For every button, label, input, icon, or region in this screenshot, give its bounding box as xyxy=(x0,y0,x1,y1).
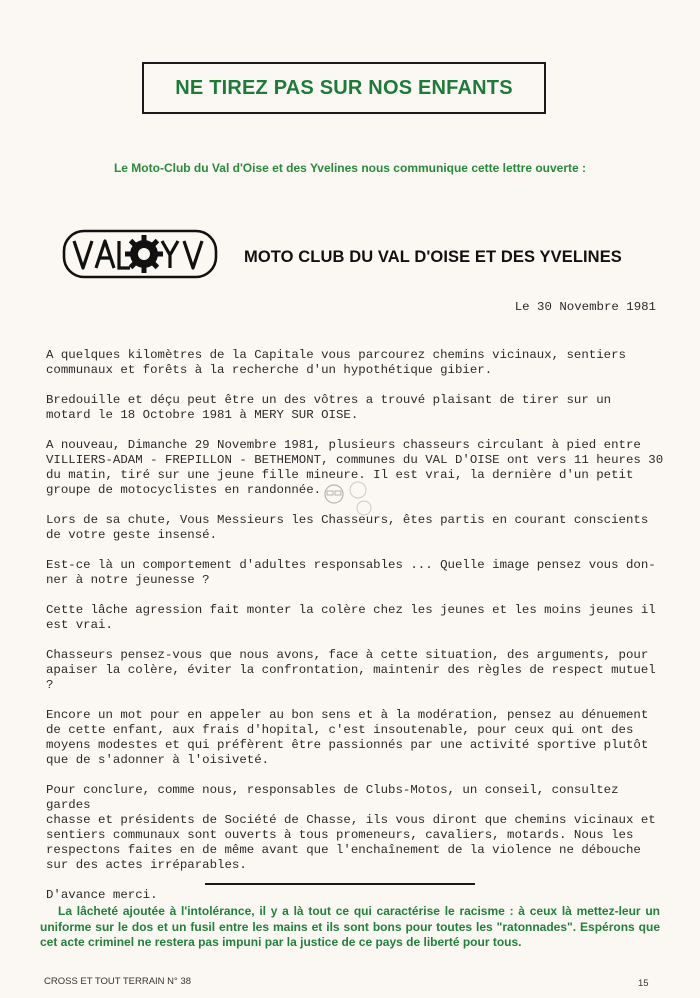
stamp-watermark-icon xyxy=(318,478,378,527)
club-name-heading: MOTO CLUB DU VAL D'OISE ET DES YVELINES xyxy=(244,248,622,266)
closing-editorial: La lâcheté ajoutée à l'intolérance, il y a là tout ce qui caractérise le racisme : à ceux là mettez-leur un uniforme sur le dos et un fusil entre les mains et ils sont bons pour toutes les "ratonnades". Espérons que cet acte criminel ne restera pas impuni par la justice de ce pays de liberté pour tous. xyxy=(40,904,660,949)
letter-paragraph: Encore un mot pour en appeler au bon sens et à la modération, pensez au dénuement de cette enfant, aux frais d'hopital, c'est insoutenable, pour ceux qui ont des moyens modestes et qui préfèrent être passionnés par une activité sportive plutôt que de s'adonner à l'oisiveté. xyxy=(46,708,649,767)
page-title: NE TIREZ PAS SUR NOS ENFANTS xyxy=(175,76,513,99)
letter-paragraph: Bredouille et déçu peut être un des vôtres a trouvé plaisant de tirer sur un motard le 18 Octobre 1981 à MERY SUR OISE. xyxy=(46,393,612,422)
letter-paragraph: A nouveau, Dimanche 29 Novembre 1981, plusieurs chasseurs circulant à pied entre VILLIERS-ADAM - FREPILLON - BETHEMONT, communes du VAL D'OISE ont vers 11 heures 30 du matin, tiré sur une jeune fille mineure. Il est vrai, la dernière d'un petit groupe de motocyclistes en randonnée. xyxy=(46,438,664,497)
letter-paragraph: Pour conclure, comme nous, responsables de Clubs-Motos, un conseil, consultez gardes chasse et présidents de Société de Chasse, ils vous diront que chemins vicinaux et sentiers communaux sont ouverts à tous promeneurs, cavaliers, motards. Nous les respectons faites en de même avant que l'enchaînement de la violence ne débouche sur des actes irréparables. xyxy=(46,783,656,872)
title-box xyxy=(142,62,546,114)
letter-paragraph: Lors de sa chute, Vous Messieurs les Chasseurs, êtes partis en courant conscients de votre geste insensé. xyxy=(46,513,649,542)
footer-page-number: 15 xyxy=(638,978,649,989)
club-logo-graphic xyxy=(62,228,220,280)
intro-line: Le Moto-Club du Val d'Oise et des Yvelines nous communique cette lettre ouverte : xyxy=(113,161,587,175)
letter-date: Le 30 Novembre 1981 xyxy=(514,300,656,314)
club-logo xyxy=(62,228,220,285)
letter-paragraph: A quelques kilomètres de la Capitale vous parcourez chemins vicinaux, sentiers communaux et forêts à la recherche d'un hypothétique gibier. xyxy=(46,348,626,377)
letter-paragraph: D'avance merci. xyxy=(46,888,158,902)
open-letter xyxy=(46,300,666,918)
divider-line xyxy=(205,883,475,885)
letter-paragraph: Chasseurs pensez-vous que nous avons, face à cette situation, des arguments, pour apaiser la colère, éviter la confrontation, maintenir des règles de respect mutuel ? xyxy=(46,648,656,692)
letter-paragraph: Est-ce là un comportement d'adultes responsables ... Quelle image pensez vous don- ner à notre jeunesse ? xyxy=(46,558,656,587)
letter-paragraph: Cette lâche agression fait monter la colère chez les jeunes et les moins jeunes il est vrai. xyxy=(46,603,656,632)
footer-publication: CROSS ET TOUT TERRAIN N° 38 xyxy=(44,976,192,987)
